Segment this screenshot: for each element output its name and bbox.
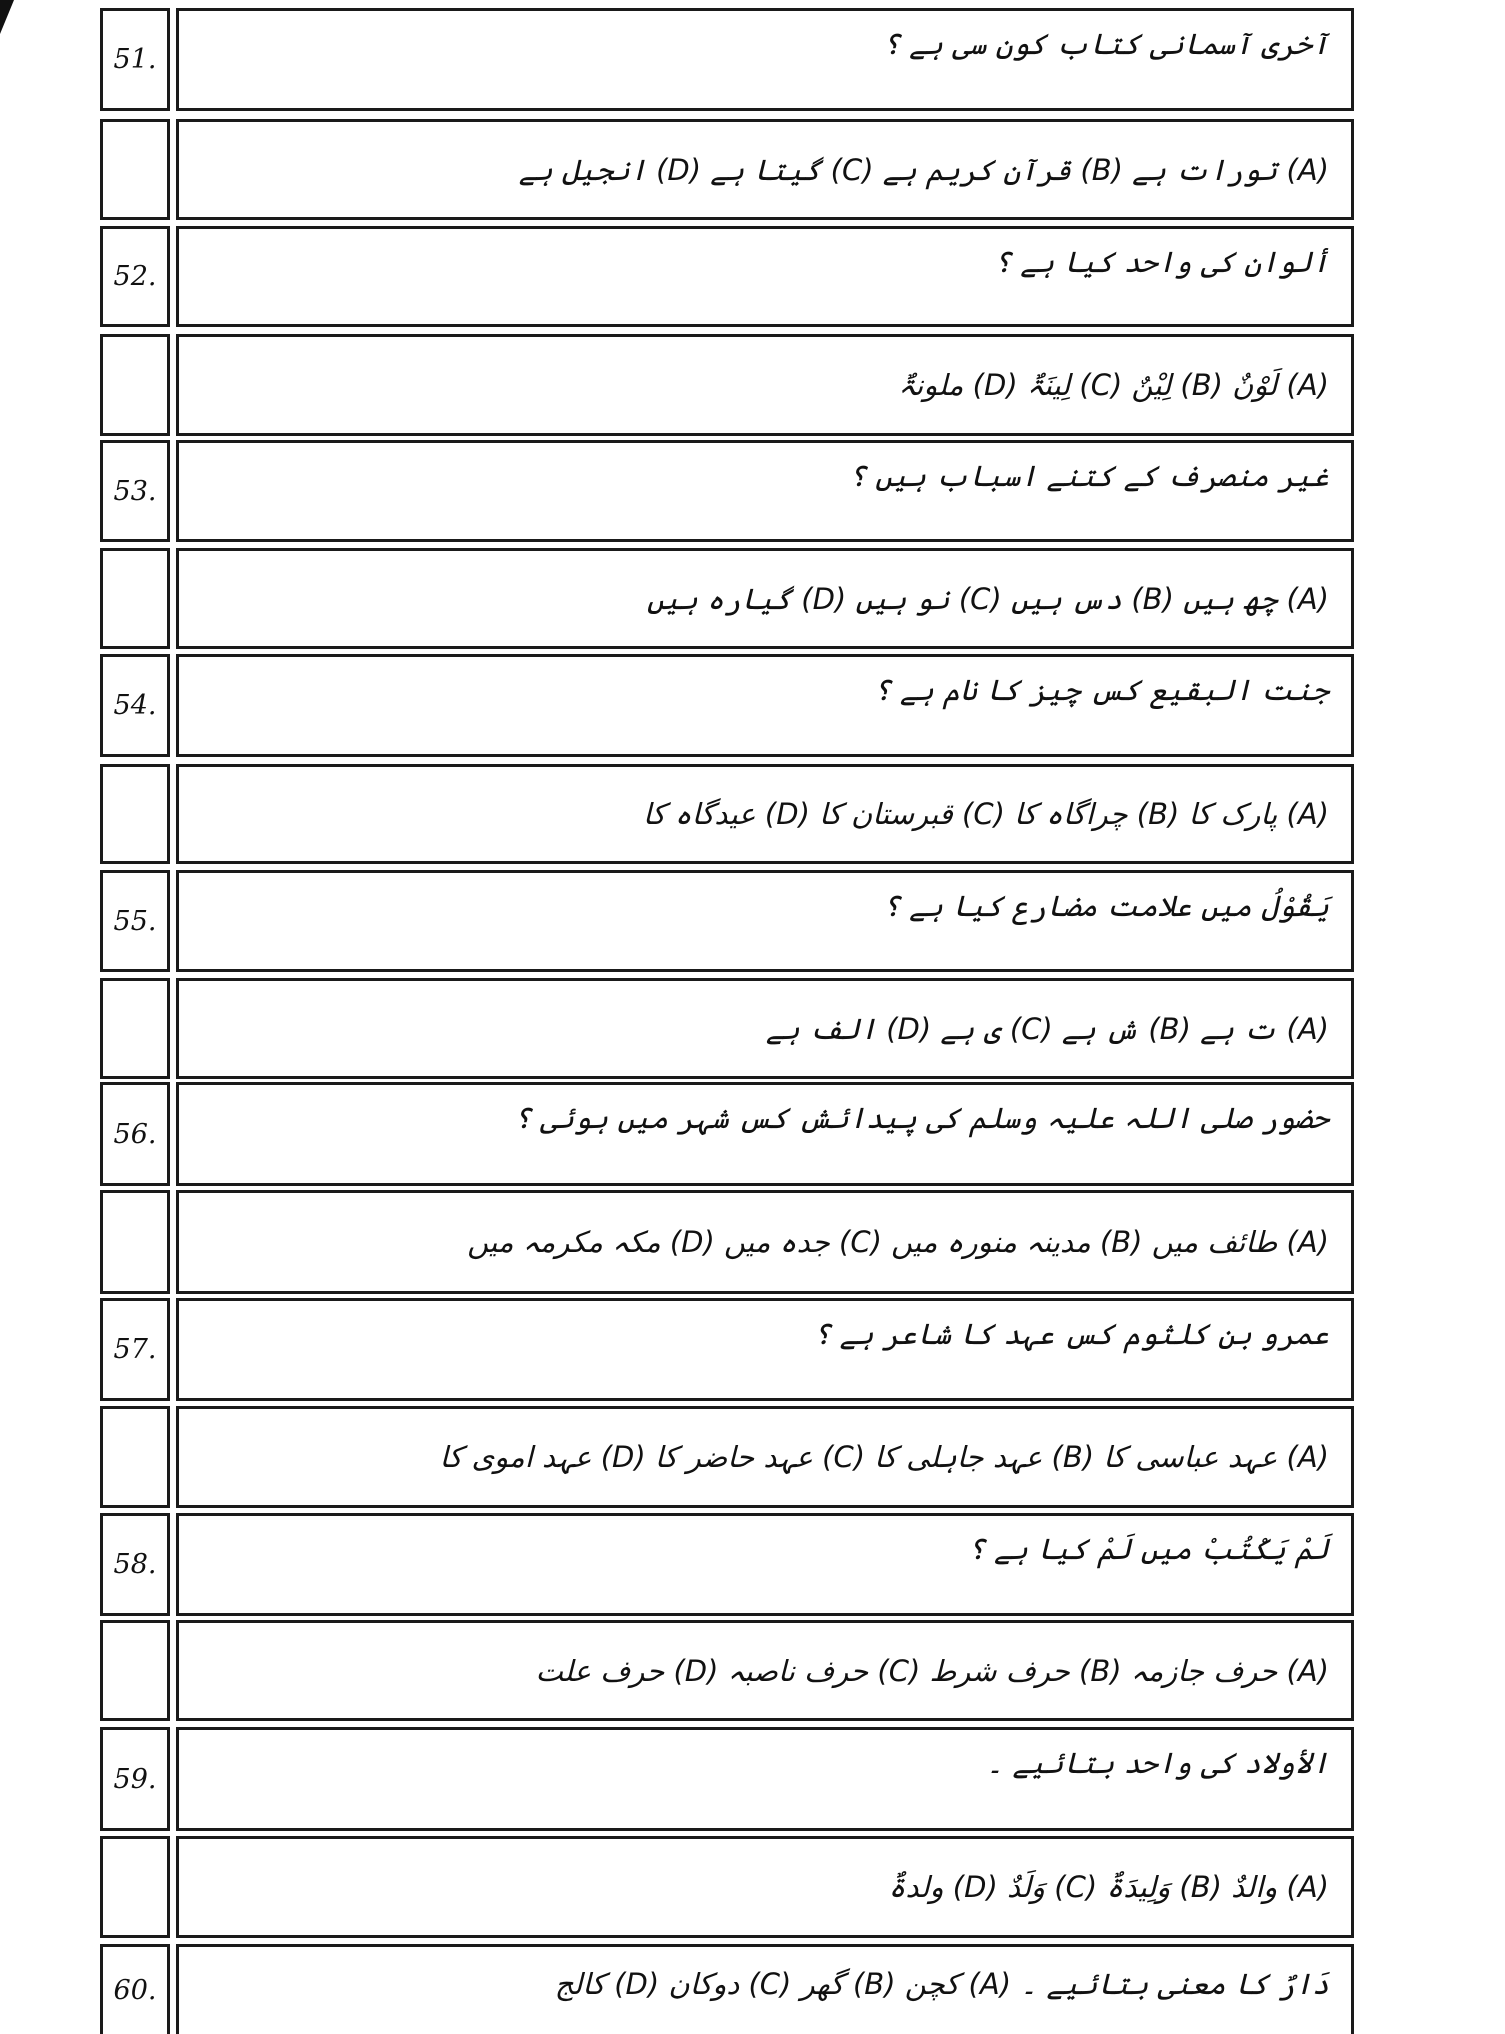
question-row-51	[100, 8, 1354, 111]
answer-options: (A) تورات ہے (B) قرآن کریم ہے (C) گیتا ہے (D) انجیل ہے	[176, 119, 1354, 220]
question-row-56	[100, 1082, 1354, 1186]
question-text: آخری آسمانی کتاب کون سی ہے ؟	[176, 8, 1354, 111]
question-row-58	[100, 1513, 1354, 1616]
scan-corner-mark	[0, 0, 14, 34]
blank-number-cell	[100, 334, 170, 436]
answer-options: (A) پارک کا (B) چراگاہ کا (C) قبرستان کا (D) عیدگاہ کا	[176, 764, 1354, 864]
answer-options: (A) ت ہے (B) ش ہے (C) ی ہے (D) الف ہے	[176, 978, 1354, 1079]
question-number: 51.	[100, 8, 170, 111]
question-number: 55.	[100, 870, 170, 972]
question-text: ألوان کی واحد کیا ہے ؟	[176, 226, 1354, 327]
options-row-59	[100, 1836, 1354, 1938]
question-text: عمرو بن کلثوم کس عہد کا شاعر ہے ؟	[176, 1298, 1354, 1401]
answer-options: (A) طائف میں (B) مدینہ منورہ میں (C) جدہ میں (D) مکہ مکرمہ میں	[176, 1190, 1354, 1294]
question-text: جنت البقیع کس چیز کا نام ہے ؟	[176, 654, 1354, 757]
question-text: دَارٌ کا معنی بتائیے ۔ (A) کچن (B) گھر (C) دوکان (D) کالج	[176, 1944, 1354, 2034]
question-row-55	[100, 870, 1354, 972]
answer-options: (A) لَوْنٌ (B) لِیْنٌ (C) لِینَۃٌ (D) ملونۃٌ	[176, 334, 1354, 436]
options-row-57	[100, 1406, 1354, 1508]
question-number: 52.	[100, 226, 170, 327]
options-row-56	[100, 1190, 1354, 1294]
question-number: 59.	[100, 1727, 170, 1831]
options-row-54	[100, 764, 1354, 864]
blank-number-cell	[100, 548, 170, 649]
question-number: 58.	[100, 1513, 170, 1616]
question-row-52	[100, 226, 1354, 327]
options-row-58	[100, 1620, 1354, 1721]
blank-number-cell	[100, 1406, 170, 1508]
blank-number-cell	[100, 764, 170, 864]
question-text: لَمْ یَکْتُبْ میں لَمْ کیا ہے ؟	[176, 1513, 1354, 1616]
options-row-51	[100, 119, 1354, 220]
question-number: 56.	[100, 1082, 170, 1186]
question-row-53	[100, 440, 1354, 542]
question-text: غیر منصرف کے کتنے اسباب ہیں ؟	[176, 440, 1354, 542]
blank-number-cell	[100, 1836, 170, 1938]
options-row-55	[100, 978, 1354, 1079]
options-row-52	[100, 334, 1354, 436]
answer-options: (A) عہد عباسی کا (B) عہد جاہلی کا (C) عہد حاضر کا (D) عہد اموی کا	[176, 1406, 1354, 1508]
options-row-53	[100, 548, 1354, 649]
question-text: الأولاد کی واحد بتائیے ۔	[176, 1727, 1354, 1831]
question-row-60	[100, 1944, 1354, 2034]
question-number: 54.	[100, 654, 170, 757]
question-row-54	[100, 654, 1354, 757]
answer-options: (A) حرف جازمہ (B) حرف شرط (C) حرف ناصبہ (D) حرف علت	[176, 1620, 1354, 1721]
blank-number-cell	[100, 1190, 170, 1294]
question-text: حضور صلی اللہ علیہ وسلم کی پیدائش کس شہر میں ہوئی ؟	[176, 1082, 1354, 1186]
question-row-59	[100, 1727, 1354, 1831]
question-text: یَقُوْلُ میں علامت مضارع کیا ہے ؟	[176, 870, 1354, 972]
blank-number-cell	[100, 1620, 170, 1721]
question-number: 53.	[100, 440, 170, 542]
answer-options: (A) والدٌ (B) وَلِیدَۃٌ (C) وَلَدٌ (D) ولدۃٌ	[176, 1836, 1354, 1938]
answer-options: (A) چھ ہیں (B) دس ہیں (C) نو ہیں (D) گیارہ ہیں	[176, 548, 1354, 649]
question-row-57	[100, 1298, 1354, 1401]
question-number: 57.	[100, 1298, 170, 1401]
question-number: 60.	[100, 1944, 170, 2034]
blank-number-cell	[100, 978, 170, 1079]
blank-number-cell	[100, 119, 170, 220]
